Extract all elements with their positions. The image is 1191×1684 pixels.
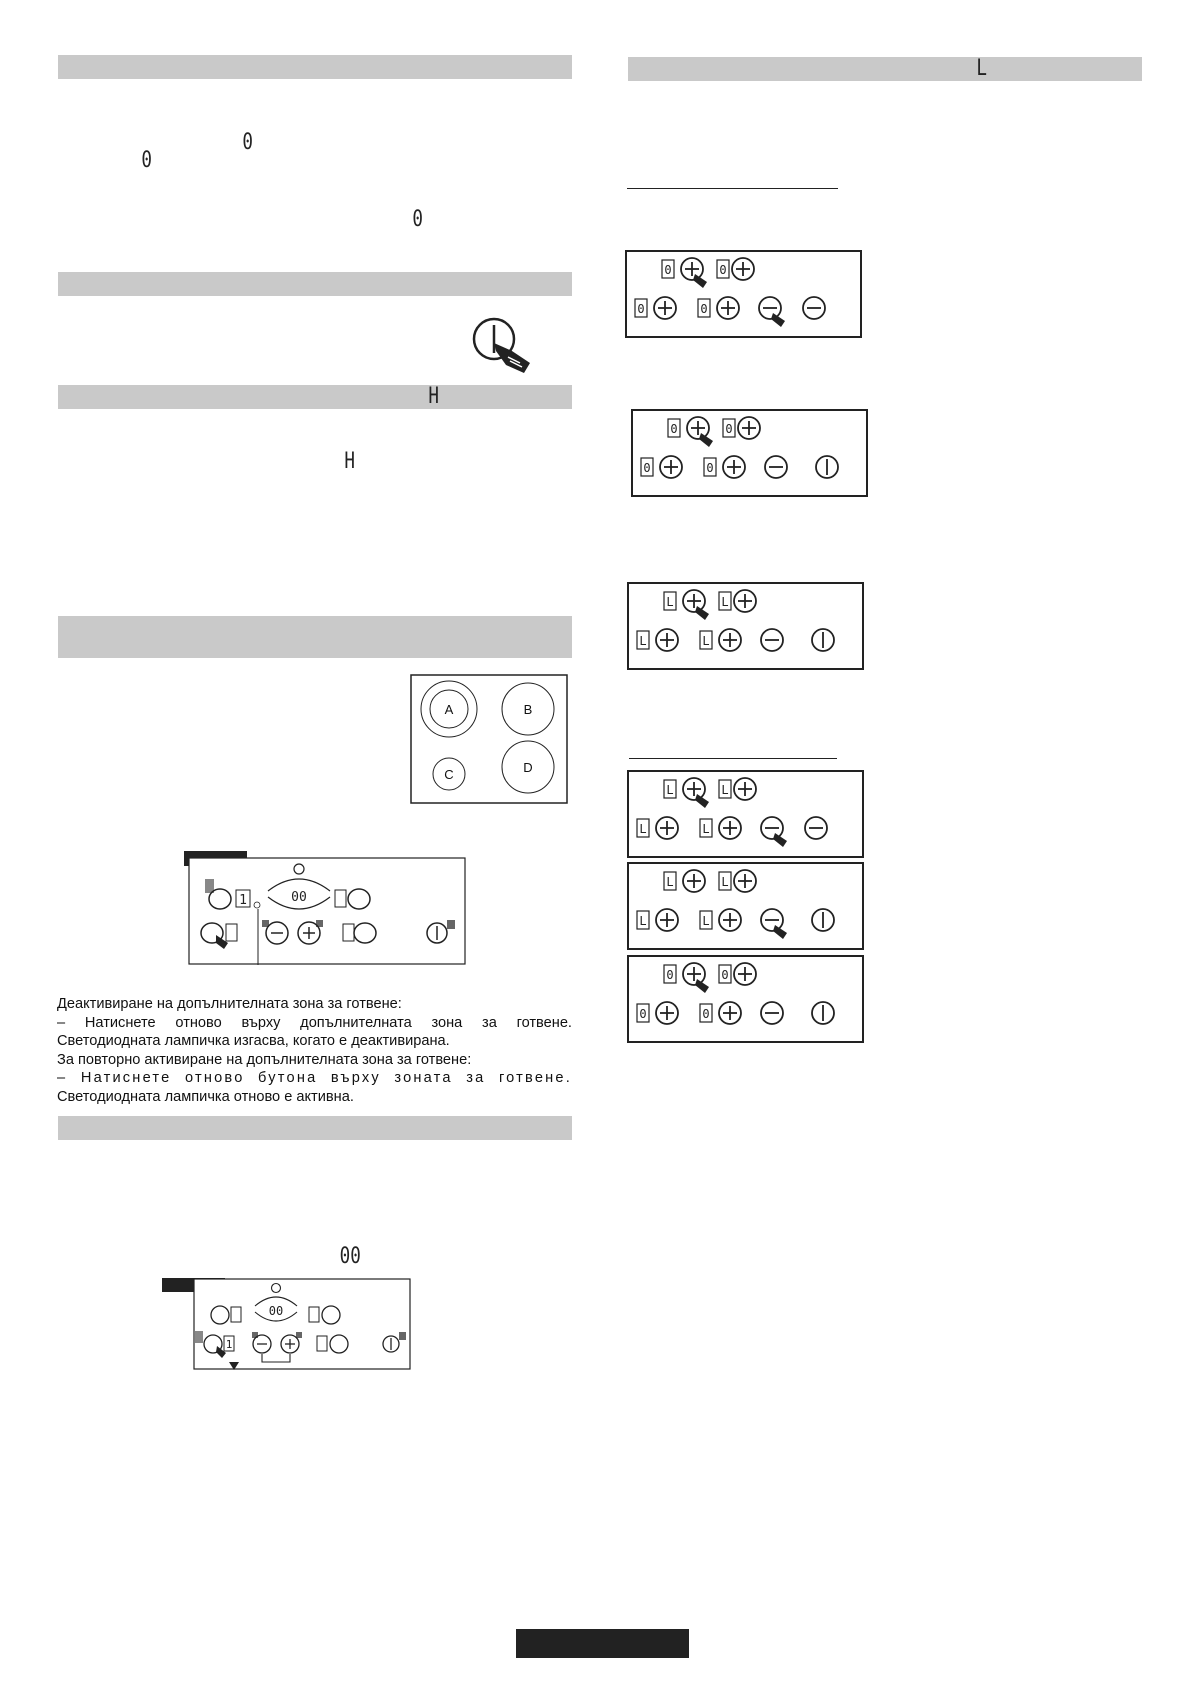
svg-text:0: 0 [719, 263, 727, 277]
zero-indicator: 0 [141, 148, 152, 173]
display-one: 1 [239, 893, 247, 908]
lock-panel-step-2 [631, 409, 868, 497]
reactivate-step: – Натиснете отново бутона върху зоната за готвене. [57, 1070, 572, 1086]
svg-text:L: L [721, 595, 729, 609]
svg-text:0: 0 [721, 968, 729, 982]
svg-text:L: L [702, 914, 710, 928]
lock-panel-step-1 [625, 250, 862, 338]
deactivate-heading: Деактивиране на допълнителната зона за готвене: [57, 996, 402, 1012]
svg-text:0: 0 [725, 422, 733, 436]
display-one: 1 [225, 1338, 233, 1351]
deactivate-step: – Натиснете отново върху допълнителната зона за готвене. [57, 1014, 572, 1031]
residual-heat-indicator: H [428, 384, 439, 409]
zone-b-label: B [523, 702, 533, 717]
svg-text:L: L [702, 634, 710, 648]
page-number-box [516, 1629, 689, 1658]
subsection-underline-1 [627, 188, 838, 189]
power-button-press-icon [472, 317, 542, 377]
zero-indicator: 0 [412, 207, 423, 232]
zone-c-label: C [444, 767, 454, 782]
reactivate-heading: За повторно активиране на допълнителната зона за готвене: [57, 1051, 472, 1068]
svg-text:L: L [639, 634, 647, 648]
timer-header-bar [58, 1116, 572, 1140]
svg-text:L: L [639, 914, 647, 928]
svg-text:L: L [721, 875, 729, 889]
unlock-panel-step-3 [627, 955, 864, 1043]
lock-indicator: L [976, 56, 987, 81]
svg-text:L: L [721, 783, 729, 797]
svg-text:0: 0 [643, 461, 651, 475]
svg-text:L: L [639, 822, 647, 836]
deactivate-result: Светодиодната лампичка изгасва, когато е деактивирана. [57, 1033, 450, 1049]
timer-indicator: 00 [339, 1244, 361, 1269]
lock-panel-step-3 [627, 582, 864, 670]
timer-display: 00 [291, 890, 307, 905]
lock-header-bar [628, 57, 1142, 81]
svg-text:L: L [666, 875, 674, 889]
control-panel-diagram-timer [193, 1278, 411, 1370]
svg-text:L: L [666, 595, 674, 609]
zone-d-label: D [523, 760, 533, 775]
reactivate-result: Светодиодната лампичка отново е активна. [57, 1088, 354, 1105]
svg-text:L: L [666, 783, 674, 797]
svg-text:0: 0 [702, 1007, 710, 1021]
svg-text:0: 0 [637, 302, 645, 316]
svg-text:0: 0 [639, 1007, 647, 1021]
svg-text:0: 0 [700, 302, 708, 316]
zero-indicator: 0 [242, 130, 253, 155]
section-header-bar-double [58, 616, 572, 658]
control-panel-diagram [188, 857, 466, 965]
residual-heat-header-bar [58, 385, 572, 409]
section-header-bar-1 [58, 55, 572, 79]
unlock-panel-step-2 [627, 862, 864, 950]
svg-text:0: 0 [666, 968, 674, 982]
deactivate-reactivate-text [57, 995, 572, 1106]
residual-heat-indicator: H [344, 449, 355, 474]
zone-a-label: A [444, 702, 454, 717]
svg-text:0: 0 [706, 461, 714, 475]
unlock-panel-step-1 [627, 770, 864, 858]
svg-text:0: 0 [670, 422, 678, 436]
subsection-underline-2 [629, 758, 837, 759]
section-header-bar-2 [58, 272, 572, 296]
timer-display: 00 [268, 1304, 284, 1318]
svg-text:L: L [702, 822, 710, 836]
hob-zones-diagram [410, 674, 568, 804]
svg-text:0: 0 [664, 263, 672, 277]
